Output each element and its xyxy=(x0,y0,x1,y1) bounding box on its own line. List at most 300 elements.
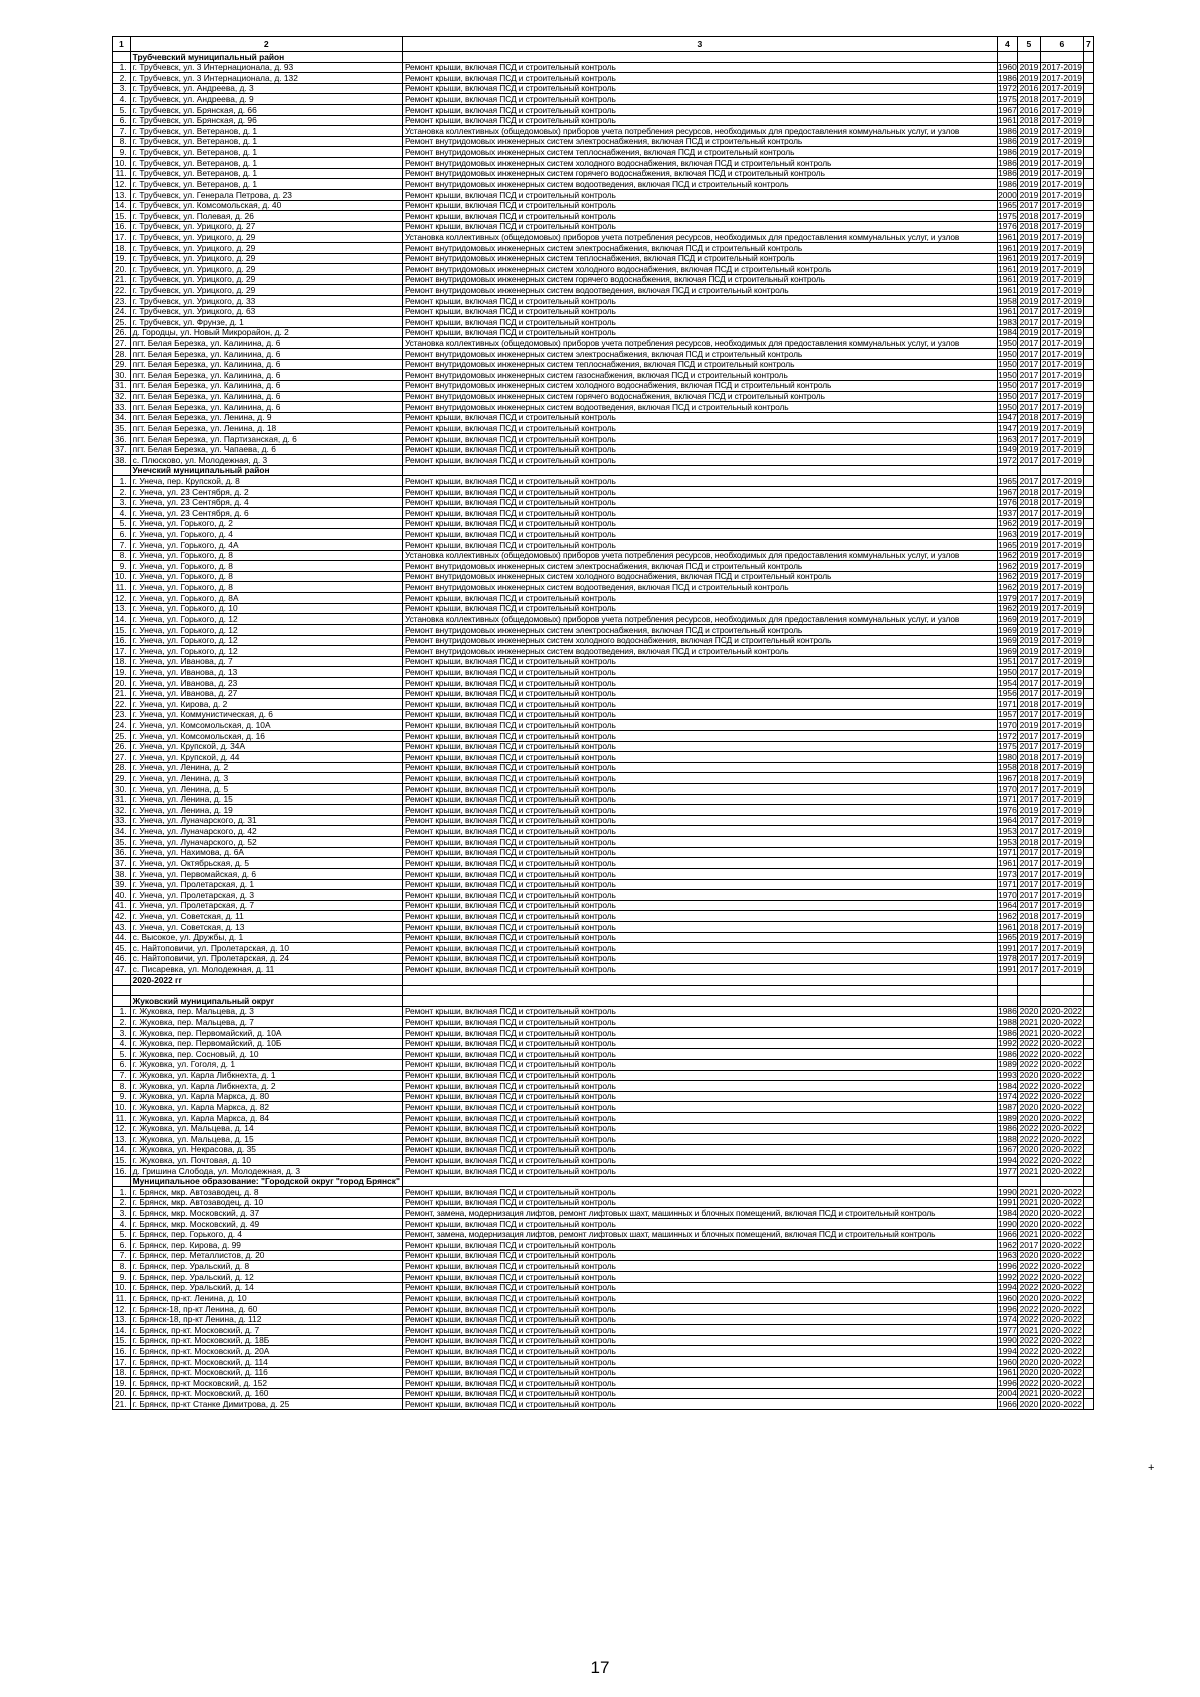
table-cell xyxy=(1083,158,1093,169)
table-cell: 2017-2019 xyxy=(1041,762,1082,773)
table-cell: 1986 xyxy=(998,1048,1017,1059)
table-cell: г. Жуковка, пер. Сосновый, д. 10 xyxy=(130,1049,402,1060)
table-cell xyxy=(1083,126,1093,137)
table-cell: 2022 xyxy=(1017,1155,1040,1166)
table-cell xyxy=(997,465,1017,476)
table-cell xyxy=(1083,73,1093,84)
table-cell: г. Унеча, пер. Крупской, д. 8 xyxy=(130,476,402,487)
table-cell: 2020-2022 xyxy=(1041,1282,1082,1293)
table-cell: 2020-2022 xyxy=(1041,1292,1082,1303)
table-cell: Ремонт внутридомовых инженерных систем электроснабжения, включая ПСД и строительный контроль xyxy=(402,561,997,572)
table-cell: Ремонт крыши, включая ПСД и строительный контроль xyxy=(402,815,997,826)
table-cell xyxy=(1083,1155,1093,1166)
table-row xyxy=(113,189,1094,200)
table-row xyxy=(113,115,1094,126)
table-row xyxy=(113,402,1094,413)
table-cell xyxy=(1040,996,1083,1007)
table-cell: г. Брянск, пер. Металлистов, д. 20 xyxy=(130,1250,402,1261)
table-cell: 1956 xyxy=(998,688,1017,699)
table-cell: Ремонт крыши, включая ПСД и строительный контроль xyxy=(402,773,997,784)
table-cell: Ремонт крыши, включая ПСД и строительный контроль xyxy=(402,688,997,699)
table-cell: 2022 xyxy=(1017,1314,1040,1325)
table-row xyxy=(113,646,1094,657)
table-row xyxy=(113,1091,1094,1102)
table-cell: г. Унеча, ул. Крупской, д. 44 xyxy=(130,752,402,763)
table-cell: г. Унеча, ул. Горького, д. 12 xyxy=(130,635,402,646)
table-cell: 2000 xyxy=(998,189,1017,200)
table-cell xyxy=(1083,805,1093,816)
margin-plus-mark: + xyxy=(1148,1462,1155,1474)
table-cell: 2019 xyxy=(1017,614,1040,625)
table-cell xyxy=(1083,1081,1093,1092)
table-cell: Ремонт крыши, включая ПСД и строительный контроль xyxy=(402,1134,997,1145)
table-cell: 1961 xyxy=(998,231,1017,242)
table-cell: Ремонт крыши, включая ПСД и строительный контроль xyxy=(402,455,997,466)
table-cell: 1962 xyxy=(998,582,1017,593)
table-cell: г. Унеча, ул. Ленина, д. 5 xyxy=(130,784,402,795)
table-cell: Ремонт внутридомовых инженерных систем водоотведения, включая ПСД и строительный контроль xyxy=(402,179,997,190)
table-cell: 1986 xyxy=(998,147,1017,158)
table-row xyxy=(113,327,1094,338)
table-cell xyxy=(1083,1325,1093,1336)
table-cell: 1994 xyxy=(998,1345,1017,1356)
table-cell: 2020-2022 xyxy=(1041,1154,1082,1165)
table-cell: с. Писаревка, ул. Молодежная, д. 11 xyxy=(130,964,402,975)
table-cell xyxy=(1083,476,1093,487)
table-cell: 1986 xyxy=(998,1006,1017,1017)
table-cell: 2017 xyxy=(1017,868,1040,879)
table-row xyxy=(113,794,1094,805)
table-cell: 1970 xyxy=(998,719,1017,730)
table-cell: 2017-2019 xyxy=(1041,942,1082,953)
table-row xyxy=(113,688,1094,699)
table-cell: 29. xyxy=(113,773,131,784)
table-cell: 2017-2019 xyxy=(1041,624,1082,635)
table-cell: 2018 xyxy=(1017,911,1040,922)
table-cell: 2019 xyxy=(1017,932,1040,943)
table-cell: 2017 xyxy=(1017,953,1040,964)
table-cell: 1974 xyxy=(998,1314,1017,1325)
table-cell: Ремонт крыши, включая ПСД и строительный контроль xyxy=(402,1059,997,1070)
table-row xyxy=(113,1356,1094,1367)
table-cell: 2017-2019 xyxy=(1041,857,1082,868)
table-cell: Ремонт крыши, включая ПСД и строительный контроль xyxy=(402,1261,997,1272)
table-row xyxy=(113,593,1094,604)
table-cell xyxy=(113,465,131,476)
table-cell: 2017 xyxy=(1017,731,1040,742)
table-row xyxy=(113,232,1094,243)
table-cell: 19. xyxy=(113,1378,131,1389)
table-row xyxy=(113,1081,1094,1092)
table-cell: 2017 xyxy=(1017,380,1040,391)
table-cell xyxy=(1083,274,1093,285)
table-row xyxy=(113,1240,1094,1251)
table-cell xyxy=(1083,327,1093,338)
table-cell: 2017-2019 xyxy=(1041,656,1082,667)
table-cell: 1974 xyxy=(998,1091,1017,1102)
table-cell: Ремонт крыши, включая ПСД и строительный контроль xyxy=(402,752,997,763)
table-cell: Ремонт внутридомовых инженерных систем электроснабжения, включая ПСД и строительный контроль xyxy=(402,136,997,147)
table-cell: 2017-2019 xyxy=(1041,444,1082,455)
table-cell xyxy=(1040,975,1083,986)
table-cell: 1961 xyxy=(998,857,1017,868)
table-cell: 1957 xyxy=(998,709,1017,720)
table-row xyxy=(113,1059,1094,1070)
table-cell: г. Жуковка, ул. Карла Либкнехта, д. 2 xyxy=(130,1081,402,1092)
table-cell: 2017-2019 xyxy=(1041,327,1082,338)
table-cell: 2020-2022 xyxy=(1041,1261,1082,1272)
table-cell: Ремонт крыши, включая ПСД и строительный контроль xyxy=(402,1081,997,1092)
table-cell: Ремонт крыши, включая ПСД и строительный контроль xyxy=(402,508,997,519)
table-cell xyxy=(1083,667,1093,678)
table-cell: Ремонт крыши, включая ПСД и строительный контроль xyxy=(402,189,997,200)
table-cell: 2017 xyxy=(1017,593,1040,604)
table-cell: с. Высокое, ул. Дружбы, д. 1 xyxy=(130,932,402,943)
table-cell xyxy=(1083,179,1093,190)
table-cell: 1978 xyxy=(998,953,1017,964)
table-cell: 2020-2022 xyxy=(1041,1208,1082,1219)
table-cell xyxy=(1083,221,1093,232)
table-cell xyxy=(1083,943,1093,954)
table-cell: г. Унеча, ул. Советская, д. 13 xyxy=(130,921,402,932)
table-cell xyxy=(1083,879,1093,890)
table-cell: 2017-2019 xyxy=(1041,253,1082,264)
table-cell xyxy=(1083,1303,1093,1314)
table-cell: Ремонт крыши, включая ПСД и строительный контроль xyxy=(402,837,997,848)
table-cell: 1993 xyxy=(998,1070,1017,1081)
table-cell: 2022 xyxy=(1017,1346,1040,1357)
table-row xyxy=(113,582,1094,593)
table-cell: 1991 xyxy=(998,942,1017,953)
column-header: 5 xyxy=(1017,37,1040,52)
table-cell: 1967 xyxy=(998,486,1017,497)
table-cell: 2019 xyxy=(1017,126,1040,137)
table-cell: Ремонт крыши, включая ПСД и строительный контроль xyxy=(402,115,997,126)
table-cell: 1962 xyxy=(998,603,1017,614)
table-cell: 1976 xyxy=(998,497,1017,508)
table-cell: г. Унеча, ул. Комсомольская, д. 10А xyxy=(130,720,402,731)
table-row xyxy=(113,571,1094,582)
column-header: 7 xyxy=(1083,37,1093,52)
table-cell: Ремонт крыши, включая ПСД и строительный контроль xyxy=(402,1272,997,1283)
table-cell: г. Унеча, ул. Пролетарская, д. 7 xyxy=(130,900,402,911)
table-cell: 2022 xyxy=(1017,1059,1040,1070)
table-cell: 2017-2019 xyxy=(1041,666,1082,677)
column-header: 4 xyxy=(997,37,1017,52)
table-row xyxy=(113,858,1094,869)
table-cell: 19. xyxy=(113,667,131,678)
table-cell: 28. xyxy=(113,349,131,360)
table-cell: 2017-2019 xyxy=(1041,104,1082,115)
table-cell: г. Унеча, ул. Иванова, д. 23 xyxy=(130,677,402,688)
repair-program-table xyxy=(112,36,1094,1410)
table-cell: 2020-2022 xyxy=(1041,1314,1082,1325)
table-cell: 2020-2022 xyxy=(1041,1303,1082,1314)
table-row xyxy=(113,731,1094,742)
table-cell: 2018 xyxy=(1017,752,1040,763)
table-cell: д. Гришина Слобода, ул. Молодежная, д. 3 xyxy=(130,1165,402,1176)
table-cell: 5. xyxy=(113,1229,131,1240)
table-cell: г. Брянск, мкр. Автозаводец, д. 8 xyxy=(130,1187,402,1198)
table-cell: Ремонт внутридомовых инженерных систем электроснабжения, включая ПСД и строительный контроль xyxy=(402,242,997,253)
table-cell xyxy=(1083,359,1093,370)
table-cell: Ремонт крыши, включая ПСД и строительный контроль xyxy=(402,1006,997,1017)
table-row xyxy=(113,1335,1094,1346)
table-cell: Ремонт крыши, включая ПСД и строительный контроль xyxy=(402,1187,997,1198)
table-cell: 1984 xyxy=(998,1208,1017,1219)
table-row xyxy=(113,709,1094,720)
table-cell: 2017-2019 xyxy=(1041,539,1082,550)
table-cell: Ремонт крыши, включая ПСД и строительный контроль xyxy=(402,731,997,742)
table-cell: 28. xyxy=(113,762,131,773)
table-cell: 18. xyxy=(113,242,131,253)
table-cell: 2017-2019 xyxy=(1041,147,1082,158)
table-cell: 2017-2019 xyxy=(1041,221,1082,232)
table-row xyxy=(113,73,1094,84)
section-header-row xyxy=(113,975,1094,986)
table-cell: 2019 xyxy=(1017,444,1040,455)
table-cell: Ремонт крыши, включая ПСД и строительный контроль xyxy=(402,83,997,94)
table-cell: 9. xyxy=(113,147,131,158)
table-cell: 10. xyxy=(113,1282,131,1293)
table-cell xyxy=(1083,953,1093,964)
table-cell xyxy=(1083,837,1093,848)
table-cell: 2020 xyxy=(1017,1006,1040,1017)
table-cell: 1990 xyxy=(998,1186,1017,1197)
table-cell: 16. xyxy=(113,1165,131,1176)
table-cell: г. Унеча, ул. 23 Сентября, д. 6 xyxy=(130,508,402,519)
table-cell: 2018 xyxy=(1017,486,1040,497)
table-cell: 2017-2019 xyxy=(1041,94,1082,105)
table-cell: 2017-2019 xyxy=(1041,433,1082,444)
table-cell: 2019 xyxy=(1017,550,1040,561)
table-cell: 1966 xyxy=(998,1398,1017,1409)
table-cell xyxy=(1083,677,1093,688)
table-cell: г. Унеча, ул. Горького, д. 8 xyxy=(130,582,402,593)
table-cell: г. Трубчевск, ул. Брянская, д. 66 xyxy=(130,105,402,116)
table-row xyxy=(113,1112,1094,1123)
table-cell: г. Жуковка, пер. Первомайский, д. 10Б xyxy=(130,1038,402,1049)
table-cell: Ремонт крыши, включая ПСД и строительный контроль xyxy=(402,1197,997,1208)
table-cell: г. Жуковка, пер. Мальцева, д. 3 xyxy=(130,1006,402,1017)
table-row xyxy=(113,964,1094,975)
table-cell: 2017-2019 xyxy=(1041,338,1082,349)
table-cell: 2017-2019 xyxy=(1041,422,1082,433)
table-cell: 1961 xyxy=(998,115,1017,126)
table-cell xyxy=(1083,540,1093,551)
table-cell: 1991 xyxy=(998,964,1017,974)
section-header-row xyxy=(113,465,1094,476)
table-cell xyxy=(1083,380,1093,391)
table-cell: 7. xyxy=(113,1250,131,1261)
table-cell: г. Трубчевск, ул. Урицкого, д. 29 xyxy=(130,285,402,296)
table-cell: 2018 xyxy=(1017,115,1040,126)
table-cell xyxy=(997,975,1017,986)
table-cell: 2017 xyxy=(1017,370,1040,381)
table-cell: 2020-2022 xyxy=(1041,1123,1082,1134)
table-cell: 2022 xyxy=(1017,1134,1040,1145)
table-cell: 1953 xyxy=(998,826,1017,837)
table-cell xyxy=(1083,1378,1093,1389)
table-cell xyxy=(1083,1187,1093,1198)
table-cell: пгт. Белая Березка, ул. Калинина, д. 6 xyxy=(130,380,402,391)
table-cell: Ремонт крыши, включая ПСД и строительный контроль xyxy=(402,1155,997,1166)
table-cell: 14. xyxy=(113,1325,131,1336)
table-cell xyxy=(1083,868,1093,879)
table-cell: Ремонт внутридомовых инженерных систем холодного водоснабжения, включая ПСД и строительный контроль xyxy=(402,571,997,582)
table-cell: г. Трубчевск, ул. Ветеранов, д. 1 xyxy=(130,126,402,137)
table-cell: 1961 xyxy=(998,1367,1017,1378)
table-cell: 2017 xyxy=(1017,508,1040,519)
table-cell: 2017 xyxy=(1017,964,1040,975)
table-cell: Ремонт крыши, включая ПСД и строительный контроль xyxy=(402,1367,997,1378)
table-cell: 2020-2022 xyxy=(1041,1271,1082,1282)
table-cell: 2. xyxy=(113,1197,131,1208)
table-cell: Ремонт крыши, включая ПСД и строительный контроль xyxy=(402,1144,997,1155)
table-cell: 2017-2019 xyxy=(1041,178,1082,189)
table-cell: 20. xyxy=(113,264,131,275)
table-cell: 1961 xyxy=(998,253,1017,264)
table-cell: 3. xyxy=(113,1028,131,1039)
table-cell: 41. xyxy=(113,900,131,911)
table-cell: 35. xyxy=(113,423,131,434)
table-cell xyxy=(1083,433,1093,444)
table-cell: 1961 xyxy=(998,242,1017,253)
table-cell: 2019 xyxy=(1017,646,1040,657)
table-cell: 1954 xyxy=(998,677,1017,688)
table-cell: 1961 xyxy=(998,285,1017,295)
table-cell: 5. xyxy=(113,1049,131,1060)
table-row xyxy=(113,168,1094,179)
table-row xyxy=(113,94,1094,105)
table-cell xyxy=(1083,1197,1093,1208)
table-row xyxy=(113,752,1094,763)
table-cell: 1970 xyxy=(998,783,1017,794)
table-cell: 1950 xyxy=(998,338,1017,349)
table-cell: Ремонт крыши, включая ПСД и строительный контроль xyxy=(402,1091,997,1102)
table-row xyxy=(113,720,1094,731)
table-cell: 1975 xyxy=(998,210,1017,221)
table-cell: Ремонт крыши, включая ПСД и строительный контроль xyxy=(402,911,997,922)
table-cell: 2017 xyxy=(1017,476,1040,487)
table-cell: 1967 xyxy=(998,773,1017,784)
table-cell xyxy=(1083,444,1093,455)
table-cell xyxy=(1083,412,1093,423)
table-cell: 2019 xyxy=(1017,147,1040,158)
table-cell: 2020-2022 xyxy=(1041,1377,1082,1388)
table-row xyxy=(113,943,1094,954)
table-cell: 1970 xyxy=(998,889,1017,900)
table-cell: 8. xyxy=(113,1261,131,1272)
table-row xyxy=(113,349,1094,360)
table-cell: 10. xyxy=(113,1102,131,1113)
table-cell: 1996 xyxy=(998,1261,1017,1272)
table-row xyxy=(113,1144,1094,1155)
table-cell: Ремонт крыши, включая ПСД и строительный контроль xyxy=(402,1049,997,1060)
table-cell: 44. xyxy=(113,932,131,943)
table-row xyxy=(113,667,1094,678)
table-cell xyxy=(1083,921,1093,932)
table-row xyxy=(113,508,1094,519)
table-cell: пгт. Белая Березка, ул. Ленина, д. 9 xyxy=(130,412,402,423)
table-cell: Установка коллективных (общедомовых) приборов учета потребления ресурсов, необходимых для предоставления коммунальных услуг, и узлов xyxy=(402,126,997,137)
table-cell: 40. xyxy=(113,890,131,901)
table-cell: 17. xyxy=(113,646,131,657)
table-cell: Ремонт крыши, включая ПСД и строительный контроль xyxy=(402,699,997,710)
table-cell: г. Трубчевск, ул. Брянская, д. 96 xyxy=(130,115,402,126)
table-cell: 2017 xyxy=(1017,349,1040,360)
table-cell: 2017-2019 xyxy=(1041,741,1082,752)
table-cell: 46. xyxy=(113,953,131,964)
table-cell: Ремонт крыши, включая ПСД и строительный контроль xyxy=(402,858,997,869)
table-cell: г. Унеча, ул. Первомайская, д. 6 xyxy=(130,868,402,879)
table-cell xyxy=(1083,1399,1093,1410)
table-row xyxy=(113,1367,1094,1378)
table-row xyxy=(113,550,1094,561)
table-cell: г. Трубчевск, ул. Урицкого, д. 27 xyxy=(130,221,402,232)
table-cell: г. Унеча, ул. Луначарского, д. 42 xyxy=(130,826,402,837)
table-cell: 2. xyxy=(113,1017,131,1028)
table-cell: 1971 xyxy=(998,847,1017,858)
table-cell: 2. xyxy=(113,73,131,84)
table-cell: Жуковский муниципальный округ xyxy=(130,996,402,1007)
table-cell: г. Брянск, пер. Уральский, д. 14 xyxy=(130,1282,402,1293)
table-cell: г. Жуковка, ул. Мальцева, д. 14 xyxy=(130,1123,402,1134)
table-cell: 1980 xyxy=(998,751,1017,762)
table-row xyxy=(113,455,1094,466)
table-cell: г. Брянск, пр-кт. Московский, д. 20А xyxy=(130,1346,402,1357)
table-cell xyxy=(1083,253,1093,264)
table-row xyxy=(113,391,1094,402)
table-cell: 34. xyxy=(113,826,131,837)
table-cell: 2021 xyxy=(1017,1197,1040,1208)
table-cell xyxy=(1083,699,1093,710)
table-cell: Ремонт крыши, включая ПСД и строительный контроль xyxy=(402,317,997,328)
table-cell: 2019 xyxy=(1017,635,1040,646)
column-header: 3 xyxy=(402,37,997,52)
table-cell: 2020-2022 xyxy=(1041,1398,1082,1409)
table-row xyxy=(113,1219,1094,1230)
table-cell: Ремонт крыши, включая ПСД и строительный контроль xyxy=(402,497,997,508)
table-cell: 2017-2019 xyxy=(1041,529,1082,540)
table-row xyxy=(113,890,1094,901)
table-row xyxy=(113,1155,1094,1166)
table-cell: 2017 xyxy=(1017,338,1040,349)
table-cell: г. Унеча, ул. Горького, д. 12 xyxy=(130,624,402,635)
table-cell: 1969 xyxy=(998,613,1017,624)
table-cell: г. Трубчевск, ул. Ветеранов, д. 1 xyxy=(130,136,402,147)
table-cell: Ремонт крыши, включая ПСД и строительный контроль xyxy=(402,1250,997,1261)
table-cell: 11. xyxy=(113,1112,131,1123)
table-cell xyxy=(997,985,1017,996)
table-cell: 1986 xyxy=(998,157,1017,168)
table-cell: 37. xyxy=(113,858,131,869)
table-cell: 1949 xyxy=(998,444,1017,455)
table-cell xyxy=(1083,762,1093,773)
table-cell: 2018 xyxy=(1017,762,1040,773)
table-cell: 2017-2019 xyxy=(1041,603,1082,614)
table-cell: 13. xyxy=(113,189,131,200)
table-cell: 2017-2019 xyxy=(1041,964,1082,974)
table-cell: 2020-2022 xyxy=(1041,1239,1082,1250)
table-cell xyxy=(1083,911,1093,922)
table-cell: 24. xyxy=(113,720,131,731)
table-cell: Ремонт крыши, включая ПСД и строительный контроль xyxy=(402,709,997,720)
table-cell: 4. xyxy=(113,94,131,105)
table-cell: г. Унеча, ул. Иванова, д. 27 xyxy=(130,688,402,699)
table-cell xyxy=(1083,1346,1093,1357)
table-cell: 2022 xyxy=(1017,1038,1040,1049)
